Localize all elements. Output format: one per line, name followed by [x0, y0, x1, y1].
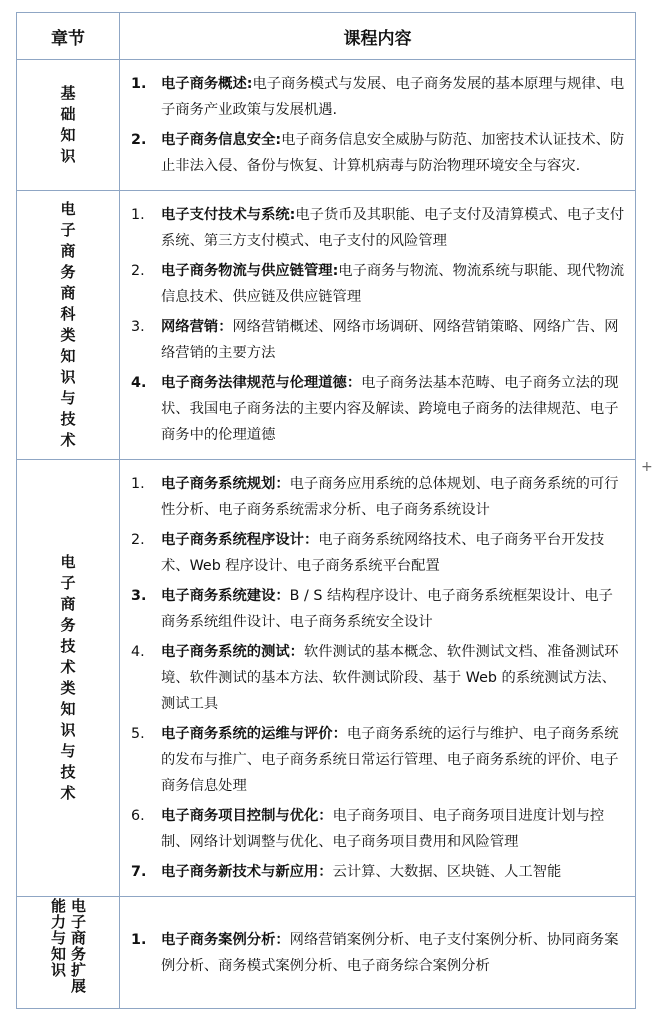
item-separator: : [246, 76, 253, 92]
item-title: 网络营销 [161, 319, 219, 335]
item-separator: : [332, 263, 339, 279]
section-title-cell [17, 460, 120, 897]
section-title-cell [17, 897, 120, 1009]
item-number: 3. [131, 588, 147, 604]
item-number: 1. [131, 207, 145, 223]
item-number: 1. [131, 476, 145, 492]
item-text: 云计算、大数据、区块链、人工智能 [332, 864, 562, 880]
item-title: 电子商务物流与供应链管理 [161, 263, 333, 279]
item-body [161, 639, 626, 717]
section-title: 电子商务扩展能力与知识 [49, 898, 87, 994]
item-list [121, 917, 634, 989]
item-body [161, 803, 626, 855]
item-body [161, 71, 626, 123]
item-text: 电子商务系统网络技术、电子商务平台开发技术、Web 程序设计、电子商务系统平台配置 [161, 532, 605, 574]
list-item [127, 927, 626, 979]
item-body [161, 258, 626, 310]
list-item [127, 721, 626, 799]
item-number: 3. [131, 319, 145, 335]
list-item [127, 471, 626, 523]
item-text: 电子商务模式与发展、电子商务发展的基本原理与规律、电子商务产业政策与发展机遇. [161, 76, 625, 118]
item-number: 1. [131, 931, 147, 948]
list-item [127, 314, 626, 366]
section-row [17, 460, 636, 897]
item-body [161, 471, 626, 523]
section-title-cell [17, 191, 120, 460]
item-number: 4. [131, 375, 147, 391]
item-separator: ： [289, 644, 304, 660]
header-content: 课程内容 [120, 13, 636, 60]
curriculum-table [16, 12, 636, 1009]
list-item [127, 258, 626, 310]
item-body [161, 583, 626, 635]
item-number: 2. [131, 132, 147, 148]
item-body [161, 202, 626, 254]
section-row [17, 897, 636, 1009]
item-separator: ： [346, 375, 362, 391]
item-text: 软件测试的基本概念、软件测试文档、准备测试环境、软件测试的基本方法、软件测试阶段、基于 Web 的系统测试方法、测试工具 [161, 644, 619, 712]
section-content-cell [120, 191, 636, 460]
section-row [17, 60, 636, 191]
item-separator: ： [275, 931, 290, 948]
item-text: 电子货币及其职能、电子支付及清算模式、电子支付系统、第三方支付模式、电子支付的风险管理 [161, 207, 625, 249]
item-body [161, 370, 626, 448]
list-item [127, 202, 626, 254]
item-title: 电子商务法律规范与伦理道德 [161, 375, 347, 391]
list-item [127, 859, 626, 885]
item-number: 1. [131, 76, 147, 92]
item-title: 电子商务系统程序设计 [161, 532, 304, 548]
item-separator: ： [218, 319, 233, 335]
section-content-cell [120, 460, 636, 897]
list-item [127, 370, 626, 448]
item-text: 电子商务与物流、物流系统与职能、现代物流信息技术、供应链及供应链管理 [161, 263, 625, 305]
item-body [161, 314, 626, 366]
item-body [161, 721, 626, 799]
item-title: 电子商务系统建设 [161, 588, 276, 604]
item-title: 电子商务项目控制与优化 [161, 808, 319, 824]
item-text: B / S 结构程序设计、电子商务系统框架设计、电子商务系统组件设计、电子商务系统安全设计 [161, 588, 613, 630]
list-item [127, 527, 626, 579]
item-title: 电子商务案例分析 [161, 931, 276, 948]
section-title: 基础知识 [60, 84, 76, 165]
item-body [161, 527, 626, 579]
section-content-cell [120, 60, 636, 191]
item-text: 电子商务法基本范畴、电子商务立法的现状、我国电子商务法的主要内容及解读、跨境电子商务的法律规范、电子商务中的伦理道德 [161, 375, 619, 443]
list-item [127, 583, 626, 635]
item-body [161, 927, 626, 979]
item-separator: : [275, 132, 282, 148]
list-item [127, 71, 626, 123]
item-separator: : [289, 207, 296, 223]
item-text: 网络营销案例分析、电子支付案例分析、协同商务案例分析、商务模式案例分析、电子商务综合案例分析 [161, 931, 619, 974]
item-number: 6. [131, 808, 145, 824]
header-chapter: 章节 [17, 13, 120, 60]
item-number: 7. [131, 864, 147, 880]
item-text: 电子商务信息安全威胁与防范、加密技术认证技术、防止非法入侵、备份与恢复、计算机病毒与防治物理环境安全与容灾. [161, 132, 625, 174]
section-title-cell [17, 60, 120, 191]
list-item [127, 803, 626, 855]
list-item [127, 639, 626, 717]
item-separator: ： [303, 532, 319, 548]
item-text: 电子商务系统的运行与维护、电子商务系统的发布与推广、电子商务系统日常运行管理、电子商务系统的评价、电子商务信息处理 [161, 726, 619, 794]
item-title: 电子支付技术与系统 [161, 207, 290, 223]
item-text: 网络营销概述、网络市场调研、网络营销策略、网络广告、网络营销的主要方法 [161, 319, 619, 361]
list-item [127, 127, 626, 179]
item-separator: ： [275, 588, 290, 604]
item-number: 2. [131, 263, 145, 279]
section-title: 电子商务商科类知识与技术 [60, 200, 76, 449]
item-separator: ： [318, 864, 333, 880]
item-list [121, 61, 634, 189]
section-row [17, 191, 636, 460]
item-text: 电子商务项目、电子商务项目进度计划与控制、网络计划调整与优化、电子商务项目费用和风险管理 [161, 808, 605, 850]
item-title: 电子商务系统规划 [161, 476, 276, 492]
item-number: 4. [131, 644, 145, 660]
item-title: 电子商务概述 [161, 76, 247, 92]
item-title: 电子商务系统的测试 [161, 644, 290, 660]
section-content-cell [120, 897, 636, 1009]
item-title: 电子商务新技术与新应用 [161, 864, 319, 880]
item-text: 电子商务应用系统的总体规划、电子商务系统的可行性分析、电子商务系统需求分析、电子商务系统设计 [161, 476, 619, 518]
item-separator: ： [275, 476, 290, 492]
item-body [161, 859, 561, 885]
item-number: 5. [131, 726, 145, 742]
item-separator: ： [332, 726, 347, 742]
item-separator: ： [318, 808, 333, 824]
item-list [121, 461, 634, 895]
item-list [121, 192, 634, 458]
item-title: 电子商务信息安全 [161, 132, 276, 148]
item-number: 2. [131, 532, 145, 548]
item-body [161, 127, 626, 179]
section-title: 电子商务技术类知识与技术 [60, 553, 76, 802]
item-title: 电子商务系统的运维与评价 [161, 726, 333, 742]
add-icon[interactable]: + [641, 459, 653, 475]
